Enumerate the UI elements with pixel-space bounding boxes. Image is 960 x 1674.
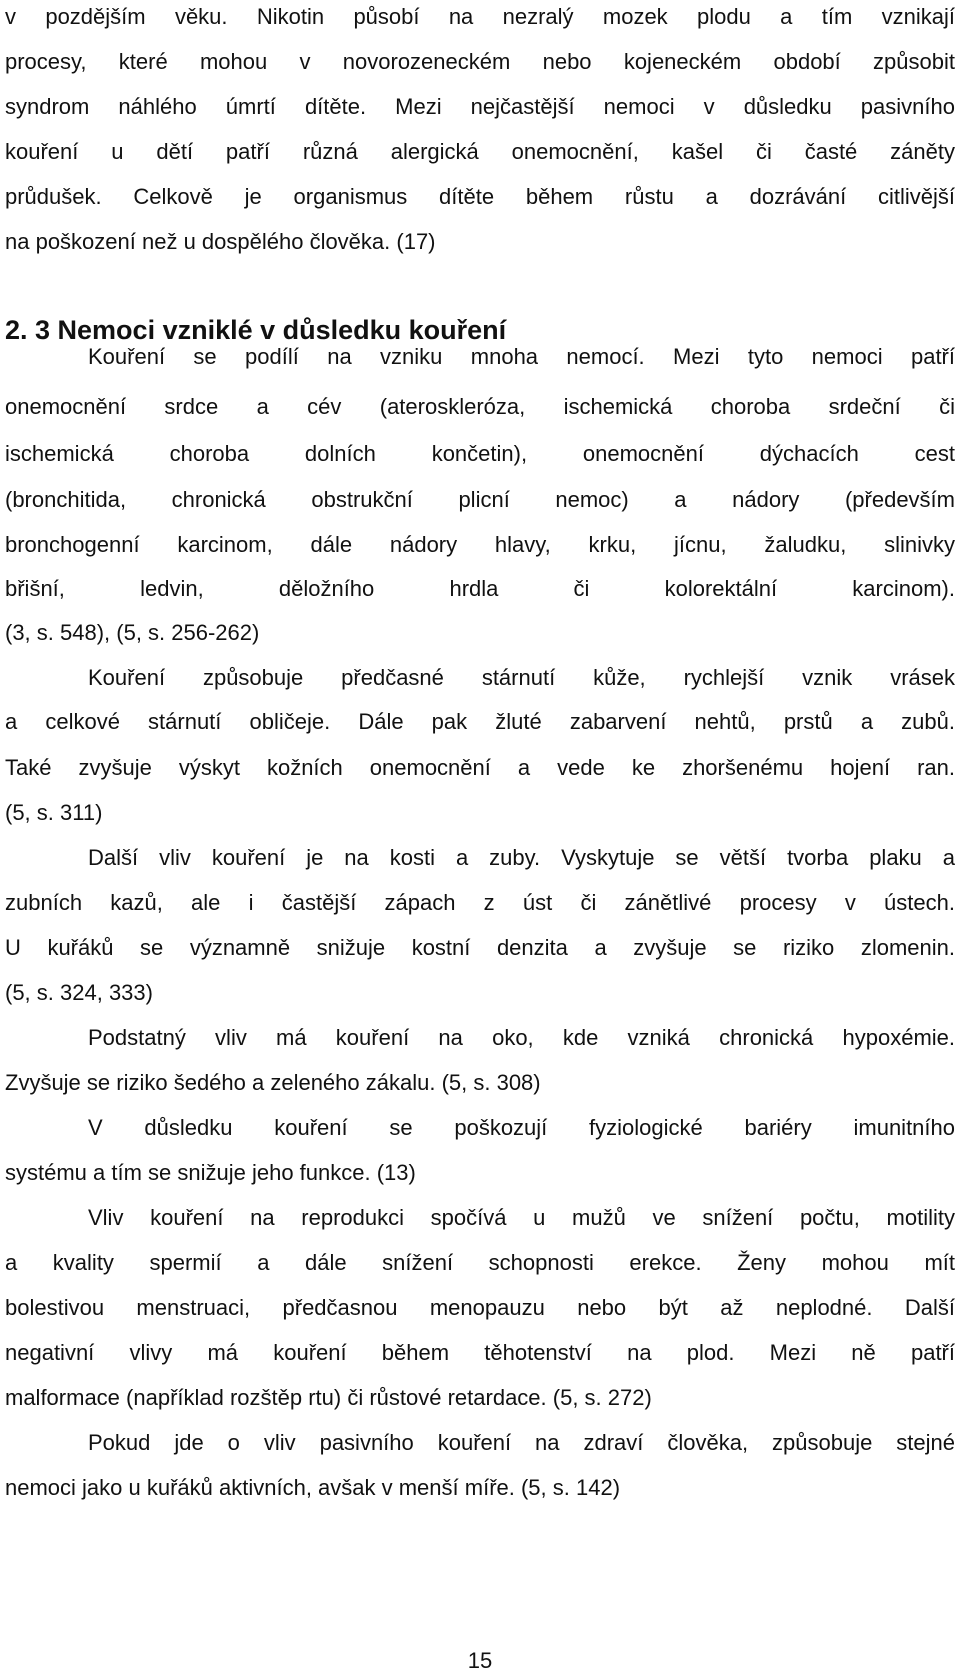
paragraph-line: Kouření se podílí na vzniku mnoha nemocí. Mezi tyto nemoci patří [88,344,955,369]
paragraph-line: Podstatný vliv má kouření na oko, kde vzniká chronická hypoxémie. [88,1025,955,1050]
paragraph-line: Pokud jde o vliv pasivního kouření na zdraví člověka, způsobuje stejné [88,1430,955,1455]
paragraph-line: na poškození než u dospělého člověka. (17) [5,229,436,254]
page-number: 15 [467,1648,493,1673]
paragraph-line: Zvyšuje se riziko šedého a zeleného zákalu. (5, s. 308) [5,1070,541,1095]
paragraph-line: (bronchitida, chronická obstrukční plicní nemoc) a nádory (především [5,487,955,512]
paragraph-line: U kuřáků se významně snižuje kostní denzita a zvyšuje se riziko zlomenin. [5,935,955,960]
paragraph-line: Další vliv kouření je na kosti a zuby. Vyskytuje se větší tvorba plaku a [88,845,955,870]
paragraph-line: V důsledku kouření se poškozují fyziologické bariéry imunitního [88,1115,955,1140]
paragraph-line: Vliv kouření na reprodukci spočívá u mužů ve snížení počtu, motility [88,1205,955,1230]
paragraph-line: syndrom náhlého úmrtí dítěte. Mezi nejčastější nemoci v důsledku pasivního [5,94,955,119]
paragraph-line: zubních kazů, ale i častější zápach z úst či zánětlivé procesy v ústech. [5,890,955,915]
paragraph-line: (5, s. 311) [5,800,103,825]
paragraph-line: ischemická choroba dolních končetin), onemocnění dýchacích cest [5,441,955,466]
paragraph-line: kouření u dětí patří různá alergická onemocnění, kašel či časté záněty [5,139,955,164]
paragraph-line: průdušek. Celkově je organismus dítěte během růstu a dozrávání citlivější [5,184,955,209]
paragraph-line: (5, s. 324, 333) [5,980,153,1005]
paragraph-line: Také zvyšuje výskyt kožních onemocnění a vede ke zhoršenému hojení ran. [5,755,955,780]
paragraph-line: malformace (například rozštěp rtu) či růstové retardace. (5, s. 272) [5,1385,652,1410]
paragraph-line: negativní vlivy má kouření během těhotenství na plod. Mezi ně patří [5,1340,955,1365]
paragraph-line: bolestivou menstruaci, předčasnou menopauzu nebo být až neplodné. Další [5,1295,955,1320]
paragraph-line: Kouření způsobuje předčasné stárnutí kůže, rychlejší vznik vrásek [88,665,955,690]
section-heading: 2. 3 Nemoci vzniklé v důsledku kouření [5,315,507,345]
paragraph-line: onemocnění srdce a cév (ateroskleróza, ischemická choroba srdeční či [5,394,955,419]
paragraph-line: bronchogenní karcinom, dále nádory hlavy, krku, jícnu, žaludku, slinivky [5,532,955,557]
paragraph-line: procesy, které mohou v novorozeneckém nebo kojeneckém období způsobit [5,49,955,74]
paragraph-line: nemoci jako u kuřáků aktivních, avšak v menší míře. (5, s. 142) [5,1475,621,1500]
paragraph-line: a kvality spermií a dále snížení schopnosti erekce. Ženy mohou mít [5,1250,955,1275]
paragraph-line: (3, s. 548), (5, s. 256-262) [5,620,260,645]
paragraph-line: systému a tím se snižuje jeho funkce. (13) [5,1160,416,1185]
paragraph-line: břišní, ledvin, děložního hrdla či kolorektální karcinom). [5,576,955,601]
paragraph-line: a celkové stárnutí obličeje. Dále pak žluté zabarvení nehtů, prstů a zubů. [5,709,955,734]
paragraph-line: v pozdějším věku. Nikotin působí na nezralý mozek plodu a tím vznikají [5,4,955,29]
